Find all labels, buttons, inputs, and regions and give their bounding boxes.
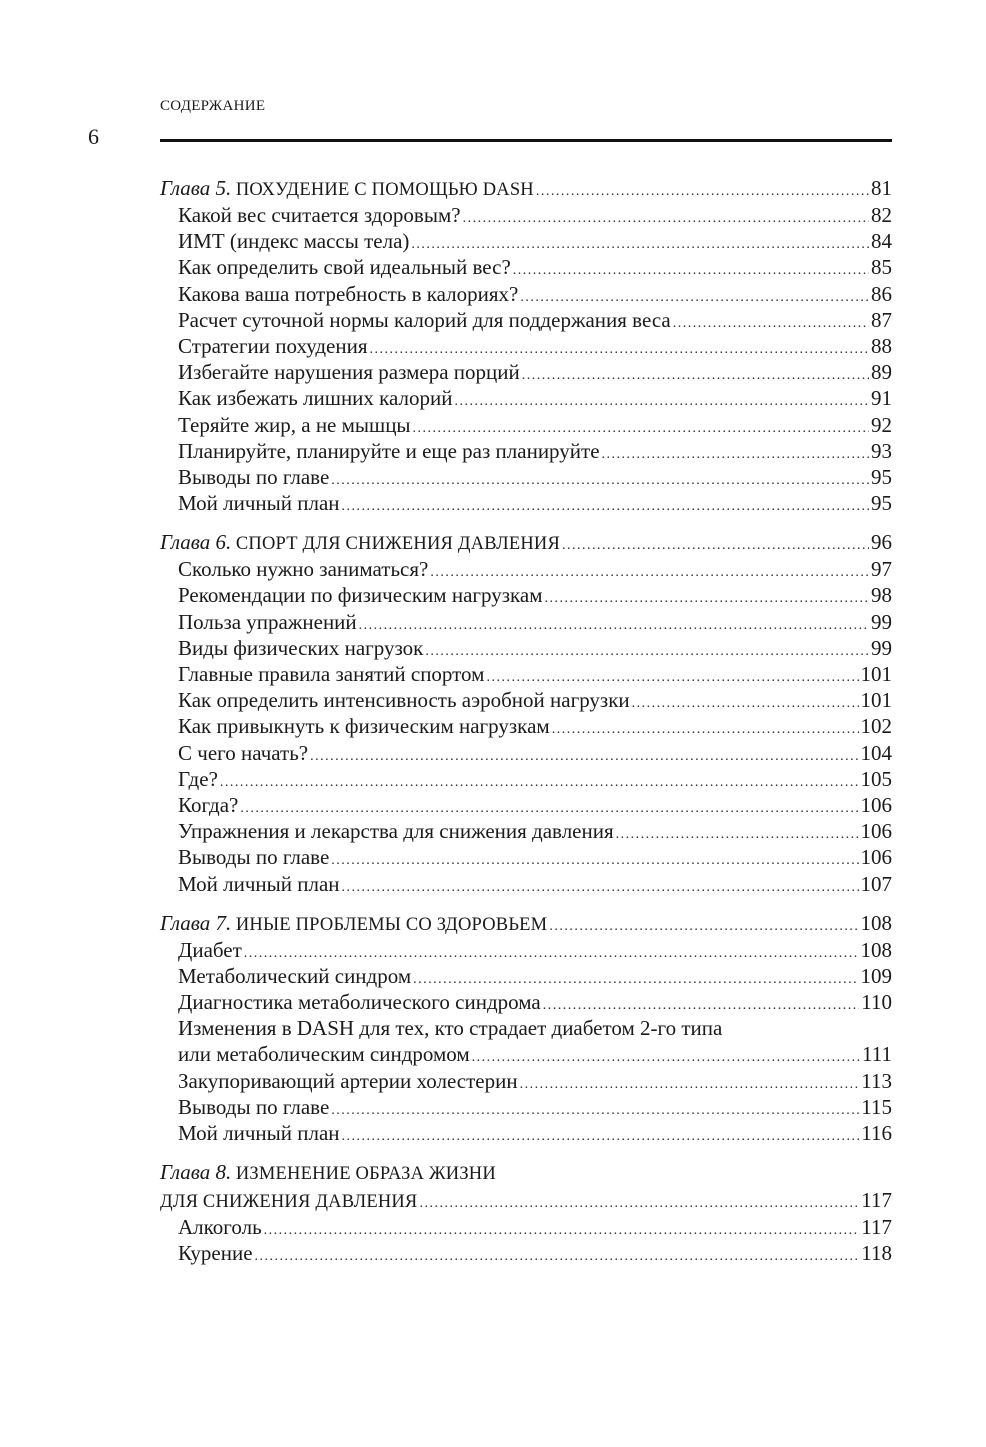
entry-title: Как определить интенсивность аэробной нагрузки — [178, 688, 630, 713]
toc-entry[interactable] — [160, 281, 892, 307]
dot-leader — [342, 494, 869, 520]
chapter-5 — [160, 174, 892, 516]
toc-entry[interactable] — [160, 307, 892, 333]
entry-title: Рекомендации по физическим нагрузкам — [178, 583, 543, 608]
dot-leader — [264, 1218, 860, 1244]
toc-entry[interactable] — [160, 1094, 892, 1120]
chapter-6 — [160, 528, 892, 896]
dot-leader — [673, 311, 869, 337]
entry-title: Изменения в DASH для тех, кто страдает диабетом 2-го типа — [178, 1016, 723, 1041]
chapter-heading[interactable] — [160, 528, 892, 556]
dot-leader — [549, 913, 858, 941]
entry-title: Диабет — [178, 937, 242, 962]
toc-entry[interactable] — [160, 818, 892, 844]
chapter-label: Глава 7. — [160, 910, 232, 935]
dot-leader — [342, 1124, 860, 1150]
toc-entry[interactable] — [160, 333, 892, 359]
page-ref: 101 — [860, 662, 892, 686]
page-ref: 99 — [871, 609, 892, 634]
page-ref: 105 — [860, 766, 892, 791]
chapter-heading-continuation[interactable] — [160, 1186, 892, 1214]
page-ref: 106 — [860, 819, 892, 844]
entry-title: Диагностика метаболического синдрома — [178, 990, 541, 1015]
entry-title: Какой вес считается здоровым? — [178, 203, 461, 227]
entry-title: Когда? — [178, 792, 239, 817]
page-ref: 106 — [860, 792, 892, 817]
chapter-label: Глава 8. — [160, 1160, 232, 1185]
page-ref: 86 — [871, 281, 892, 306]
page-ref: 117 — [861, 1188, 892, 1213]
toc-entry[interactable] — [160, 464, 892, 490]
entry-title: Как привыкнуть к физическим нагрузкам — [178, 714, 550, 739]
page-ref: 106 — [860, 845, 892, 870]
toc-entry[interactable] — [160, 254, 892, 280]
table-of-contents — [160, 174, 892, 1279]
dot-leader — [342, 875, 859, 901]
page-ref: 98 — [871, 583, 892, 608]
toc-entry[interactable] — [160, 359, 892, 385]
entry-title: С чего начать? — [178, 740, 309, 765]
toc-entry[interactable] — [160, 766, 892, 792]
page-ref: 89 — [871, 360, 892, 385]
dot-leader — [545, 586, 869, 612]
entry-title: Алкоголь — [178, 1215, 262, 1240]
page-ref: 85 — [871, 255, 892, 280]
toc-entry[interactable] — [160, 228, 892, 254]
chapter-label: Глава 6. — [160, 530, 232, 555]
entry-title: Выводы по главе — [178, 1094, 330, 1119]
dot-leader — [331, 848, 858, 874]
entry-title: Как определить свой идеальный вес? — [178, 255, 511, 280]
page-number: 6 — [88, 124, 99, 149]
page-ref: 104 — [860, 740, 892, 765]
entry-title: Метаболический синдром — [178, 963, 412, 988]
entry-title: Избегайте нарушения размера порций — [178, 360, 520, 385]
toc-entry[interactable] — [160, 871, 892, 897]
dot-leader — [331, 468, 869, 494]
entry-title: Расчет суточной нормы калорий для поддержания веса — [178, 307, 671, 332]
page-ref: 109 — [860, 963, 892, 988]
dot-leader — [632, 691, 859, 717]
entry-title: Упражнения и лекарства для снижения давления — [178, 819, 614, 844]
dot-leader — [331, 1098, 859, 1124]
chapter-heading[interactable] — [160, 909, 892, 937]
entry-title: Какова ваша потребность в калориях? — [178, 281, 519, 306]
entry-title: Выводы по главе — [178, 464, 330, 489]
page-ref: 99 — [871, 635, 892, 660]
toc-entry[interactable] — [160, 687, 892, 713]
page-ref: 107 — [860, 871, 892, 896]
page-ref: 84 — [871, 229, 892, 254]
page-ref: 87 — [871, 307, 892, 332]
entry-title: Закупоривающий артерии холестерин — [178, 1068, 518, 1093]
toc-entry[interactable] — [160, 937, 892, 963]
dot-leader — [359, 613, 869, 639]
toc-entry[interactable] — [160, 1214, 892, 1240]
chapter-heading[interactable] — [160, 174, 892, 202]
toc-entry[interactable] — [160, 1120, 892, 1146]
toc-entry[interactable] — [160, 385, 892, 411]
page-ref: 92 — [871, 412, 892, 437]
page-ref: 88 — [871, 333, 892, 358]
entry-title: Курение — [178, 1241, 253, 1266]
chapter-title: ПОХУДЕНИЕ С ПОМОЩЬЮ DASH — [235, 180, 534, 200]
entry-title: Как избежать лишних калорий — [178, 386, 453, 411]
toc-entry[interactable] — [160, 792, 892, 818]
entry-title: Польза упражнений — [178, 609, 357, 634]
dot-leader — [463, 206, 869, 232]
toc-entry[interactable] — [160, 713, 892, 739]
page-ref: 82 — [871, 203, 892, 227]
dot-leader — [552, 717, 859, 743]
chapter-title: СПОРТ ДЛЯ СНИЖЕНИЯ ДАВЛЕНИЯ — [235, 534, 561, 555]
header-rule — [160, 139, 892, 142]
dot-leader — [455, 389, 869, 415]
page-ref: 108 — [860, 937, 892, 962]
toc-entry-continuation[interactable] — [160, 1041, 892, 1067]
page-ref: 101 — [860, 688, 892, 713]
chapter-title: ДЛЯ СНИЖЕНИЯ ДАВЛЕНИЯ — [160, 1192, 418, 1213]
entry-title: ИМТ (индекс массы тела) — [178, 229, 410, 254]
chapter-8 — [160, 1158, 892, 1266]
entry-title: Главные правила занятий спортом — [178, 662, 485, 686]
toc-entry[interactable] — [160, 438, 892, 464]
page-ref: 93 — [871, 438, 892, 463]
chapter-label: Глава 5. — [160, 176, 232, 200]
entry-title: Теряйте жир, а не мышцы — [178, 412, 411, 437]
dot-leader — [220, 770, 859, 796]
toc-entry[interactable] — [160, 740, 892, 766]
page-ref: 116 — [861, 1121, 892, 1145]
toc-entry[interactable] — [160, 1240, 892, 1266]
dot-leader — [472, 1045, 860, 1071]
chapter-title: ИЗМЕНЕНИЕ ОБРАЗА ЖИЗНИ — [235, 1164, 496, 1185]
page-ref: 117 — [861, 1215, 892, 1240]
toc-entry[interactable] — [160, 556, 892, 582]
dot-leader — [255, 1244, 860, 1270]
dot-leader — [536, 178, 869, 206]
page-ref: 81 — [871, 176, 892, 200]
page-ref: 110 — [861, 990, 892, 1015]
chapter-7 — [160, 909, 892, 1147]
entry-title: Мой личный план — [178, 491, 340, 516]
toc-entry[interactable] — [160, 989, 892, 1015]
chapter-heading-first-line[interactable] — [160, 1158, 892, 1186]
dot-leader — [520, 1072, 860, 1098]
page-ref: 108 — [860, 910, 892, 935]
entry-title: или метаболическим синдромом — [178, 1042, 470, 1067]
page-ref: 102 — [860, 714, 892, 739]
entry-title: Мой личный план — [178, 1121, 340, 1145]
toc-entry[interactable] — [160, 963, 892, 989]
toc-entry[interactable] — [160, 635, 892, 661]
running-head: СОДЕРЖАНИЕ — [160, 98, 266, 114]
page-ref: 113 — [861, 1068, 892, 1093]
dot-leader — [310, 744, 858, 770]
entry-title: Виды физических нагрузок — [178, 635, 424, 660]
page-ref: 111 — [862, 1042, 892, 1067]
page-ref: 115 — [861, 1094, 892, 1119]
dot-leader — [616, 822, 859, 848]
toc-entry[interactable] — [160, 202, 892, 228]
entry-title: Выводы по главе — [178, 845, 330, 870]
page-ref: 95 — [871, 491, 892, 516]
entry-title: Планируйте, планируйте и еще раз планируйте — [178, 438, 600, 463]
page-ref: 91 — [871, 386, 892, 411]
entry-title: Стратегии похудения — [178, 333, 368, 358]
page-ref: 96 — [871, 530, 892, 555]
page-ref: 97 — [871, 557, 892, 582]
toc-entry[interactable] — [160, 844, 892, 870]
entry-title: Мой личный план — [178, 871, 340, 896]
toc-entry[interactable] — [160, 661, 892, 687]
toc-entry[interactable] — [160, 1068, 892, 1094]
entry-title: Сколько нужно заниматься? — [178, 557, 429, 582]
toc-entry[interactable] — [160, 609, 892, 635]
entry-title: Где? — [178, 766, 218, 791]
dot-leader — [419, 1190, 859, 1218]
toc-entry[interactable] — [160, 582, 892, 608]
dot-leader — [602, 442, 869, 468]
toc-entry[interactable] — [160, 412, 892, 438]
chapter-title: ИНЫЕ ПРОБЛЕМЫ СО ЗДОРОВЬЕМ — [235, 914, 548, 935]
dot-leader — [513, 258, 869, 284]
dot-leader — [522, 363, 869, 389]
page-ref: 95 — [871, 464, 892, 489]
dot-leader — [562, 532, 869, 560]
toc-entry[interactable] — [160, 490, 892, 516]
page-ref: 118 — [861, 1241, 892, 1266]
dot-leader — [425, 639, 869, 665]
